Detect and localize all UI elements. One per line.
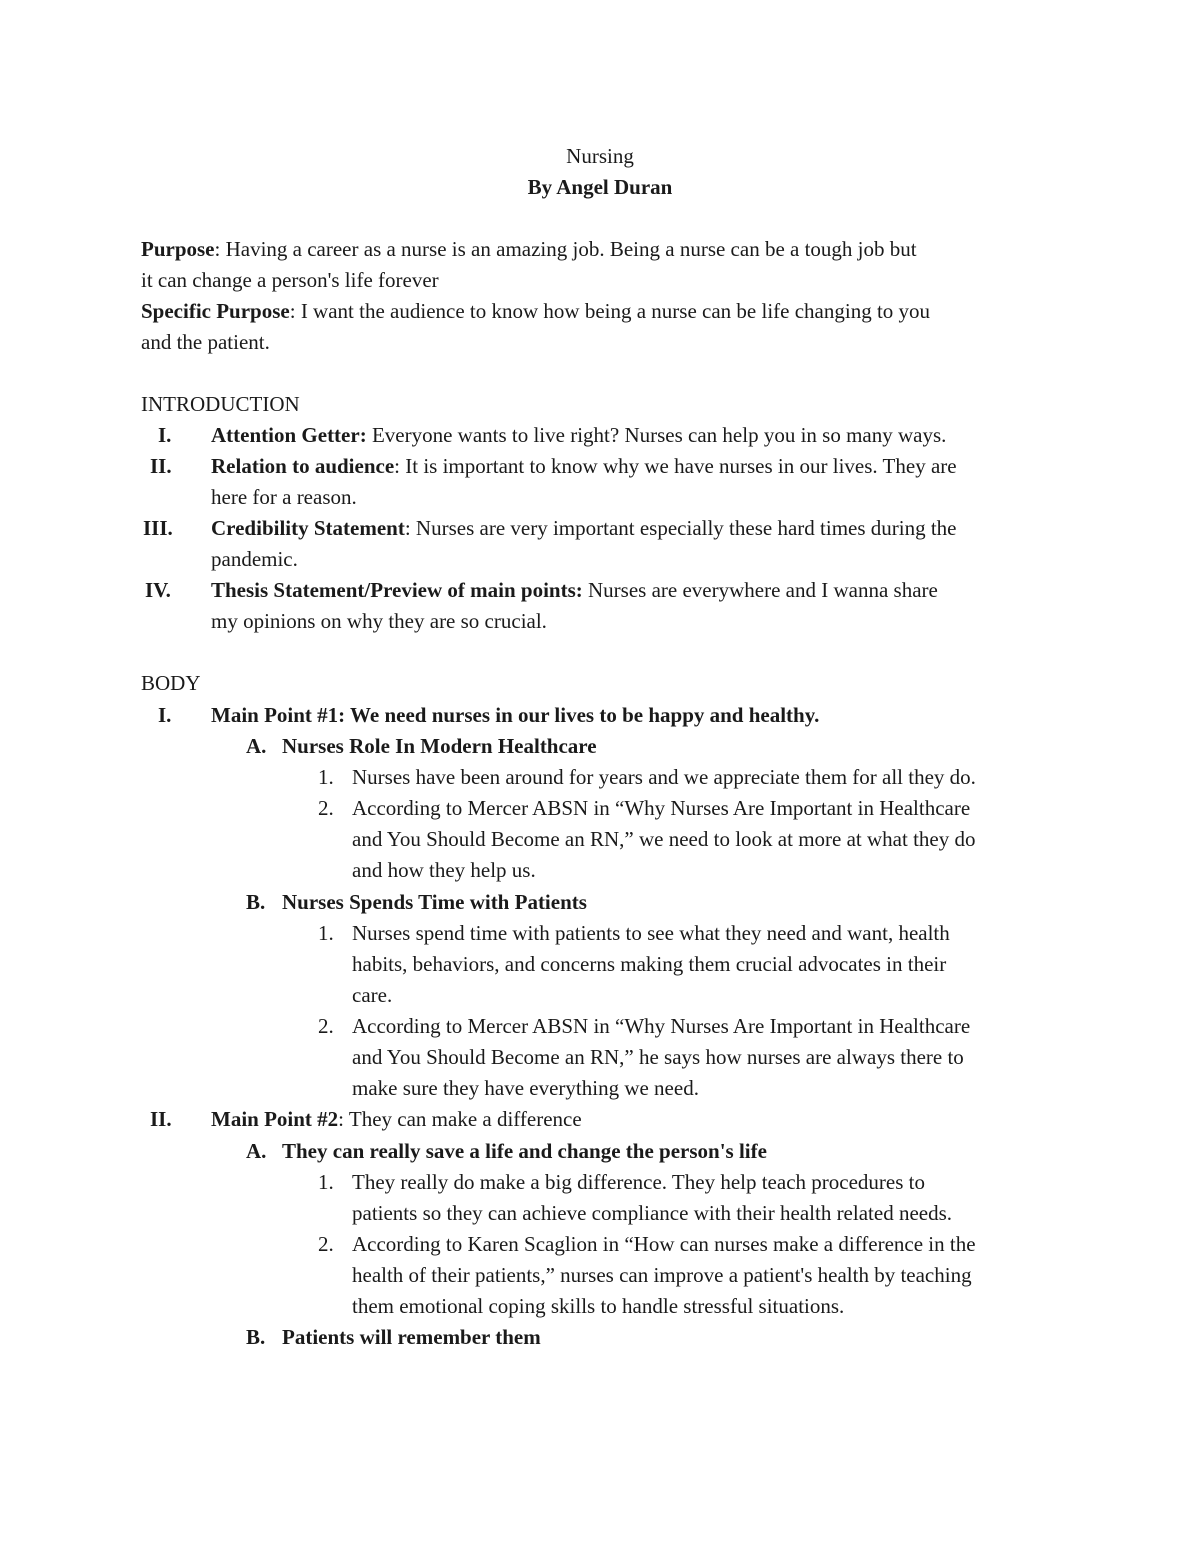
list-item-continuation: care. (352, 983, 393, 1007)
list-item-continuation: habits, behaviors, and concerns making them crucial advocates in their (352, 952, 947, 976)
introduction-heading: INTRODUCTION (141, 392, 300, 416)
list-item-text: According to Mercer ABSN in “Why Nurses Are Important in Healthcare (352, 796, 971, 820)
intro-item-label: Relation to audience (211, 454, 395, 478)
purpose-line-1 (141, 234, 917, 265)
intro-item-label: Attention Getter: (211, 423, 367, 447)
list-item-continuation: and You Should Become an RN,” we need to look at more at what they do (352, 827, 976, 851)
list-item-continuation: and how they help us. (352, 858, 536, 882)
main-point-numeral: I. (158, 703, 172, 727)
subpoint-letter: B. (246, 890, 266, 914)
main-point-label: Main Point #2 (211, 1107, 339, 1131)
main-point-1 (211, 700, 819, 731)
body-heading: BODY (141, 671, 201, 695)
list-number: 1. (318, 921, 334, 945)
specific-purpose-text-1: : I want the audience to know how being a nurse can be life changing to you (289, 299, 931, 323)
page-title: Nursing (566, 144, 634, 168)
list-item-text: According to Mercer ABSN in “Why Nurses Are Important in Healthcare (352, 1014, 971, 1038)
intro-item (211, 513, 957, 544)
main-point-numeral: II. (150, 1107, 172, 1131)
author-line: By Angel Duran (527, 175, 673, 199)
specific-purpose-line-1 (141, 296, 930, 327)
subpoint-title: Nurses Role In Modern Healthcare (282, 734, 597, 758)
list-number: 2. (318, 1014, 334, 1038)
purpose-text-1: : Having a career as a nurse is an amazing job. Being a nurse can be a tough job but (214, 237, 917, 261)
intro-item (211, 451, 957, 482)
subpoint-letter: B. (246, 1325, 266, 1349)
list-number: 2. (318, 796, 334, 820)
intro-item (211, 575, 938, 606)
list-number: 1. (318, 765, 334, 789)
subpoint-letter: A. (246, 734, 267, 758)
subpoint-title: Nurses Spends Time with Patients (282, 890, 587, 914)
intro-numeral: II. (150, 454, 172, 478)
main-point-label: Main Point #1: We need nurses in our lives to be happy and healthy. (211, 703, 820, 727)
intro-numeral: I. (158, 423, 172, 447)
list-item-text: They really do make a big difference. They help teach procedures to (352, 1170, 925, 1194)
specific-purpose-text-2: and the patient. (141, 330, 270, 354)
list-item-text: According to Karen Scaglion in “How can nurses make a difference in the (352, 1232, 976, 1256)
list-item-continuation: and You Should Become an RN,” he says how nurses are always there to (352, 1045, 964, 1069)
main-point-text: : They can make a difference (338, 1107, 582, 1131)
intro-item-label: Credibility Statement (211, 516, 405, 540)
main-point-2 (211, 1104, 582, 1135)
subpoint-title: Patients will remember them (282, 1325, 541, 1349)
purpose-text-2: it can change a person's life forever (141, 268, 439, 292)
intro-item-text: Everyone wants to live right? Nurses can help you in so many ways. (366, 423, 947, 447)
list-number: 2. (318, 1232, 334, 1256)
intro-numeral: III. (143, 516, 173, 540)
list-item-continuation: them emotional coping skills to handle stressful situations. (352, 1294, 845, 1318)
intro-item (211, 420, 946, 451)
list-item-continuation: patients so they can achieve compliance with their health related needs. (352, 1201, 953, 1225)
intro-item-continuation: my opinions on why they are so crucial. (211, 609, 547, 633)
intro-item-continuation: here for a reason. (211, 485, 357, 509)
purpose-label: Purpose (141, 237, 215, 261)
list-item-text: Nurses have been around for years and we appreciate them for all they do. (352, 765, 976, 789)
intro-item-text: : It is important to know why we have nurses in our lives. They are (394, 454, 957, 478)
intro-item-continuation: pandemic. (211, 547, 298, 571)
list-number: 1. (318, 1170, 334, 1194)
list-item-continuation: health of their patients,” nurses can improve a patient's health by teaching (352, 1263, 972, 1287)
intro-item-label: Thesis Statement/Preview of main points: (211, 578, 583, 602)
intro-item-text: : Nurses are very important especially these hard times during the (404, 516, 957, 540)
list-item-continuation: make sure they have everything we need. (352, 1076, 699, 1100)
intro-item-text: Nurses are everywhere and I wanna share (582, 578, 938, 602)
subpoint-title: They can really save a life and change the person's life (282, 1139, 767, 1163)
subpoint-letter: A. (246, 1139, 267, 1163)
list-item-text: Nurses spend time with patients to see what they need and want, health (352, 921, 950, 945)
specific-purpose-label: Specific Purpose (141, 299, 290, 323)
intro-numeral: IV. (145, 578, 171, 602)
